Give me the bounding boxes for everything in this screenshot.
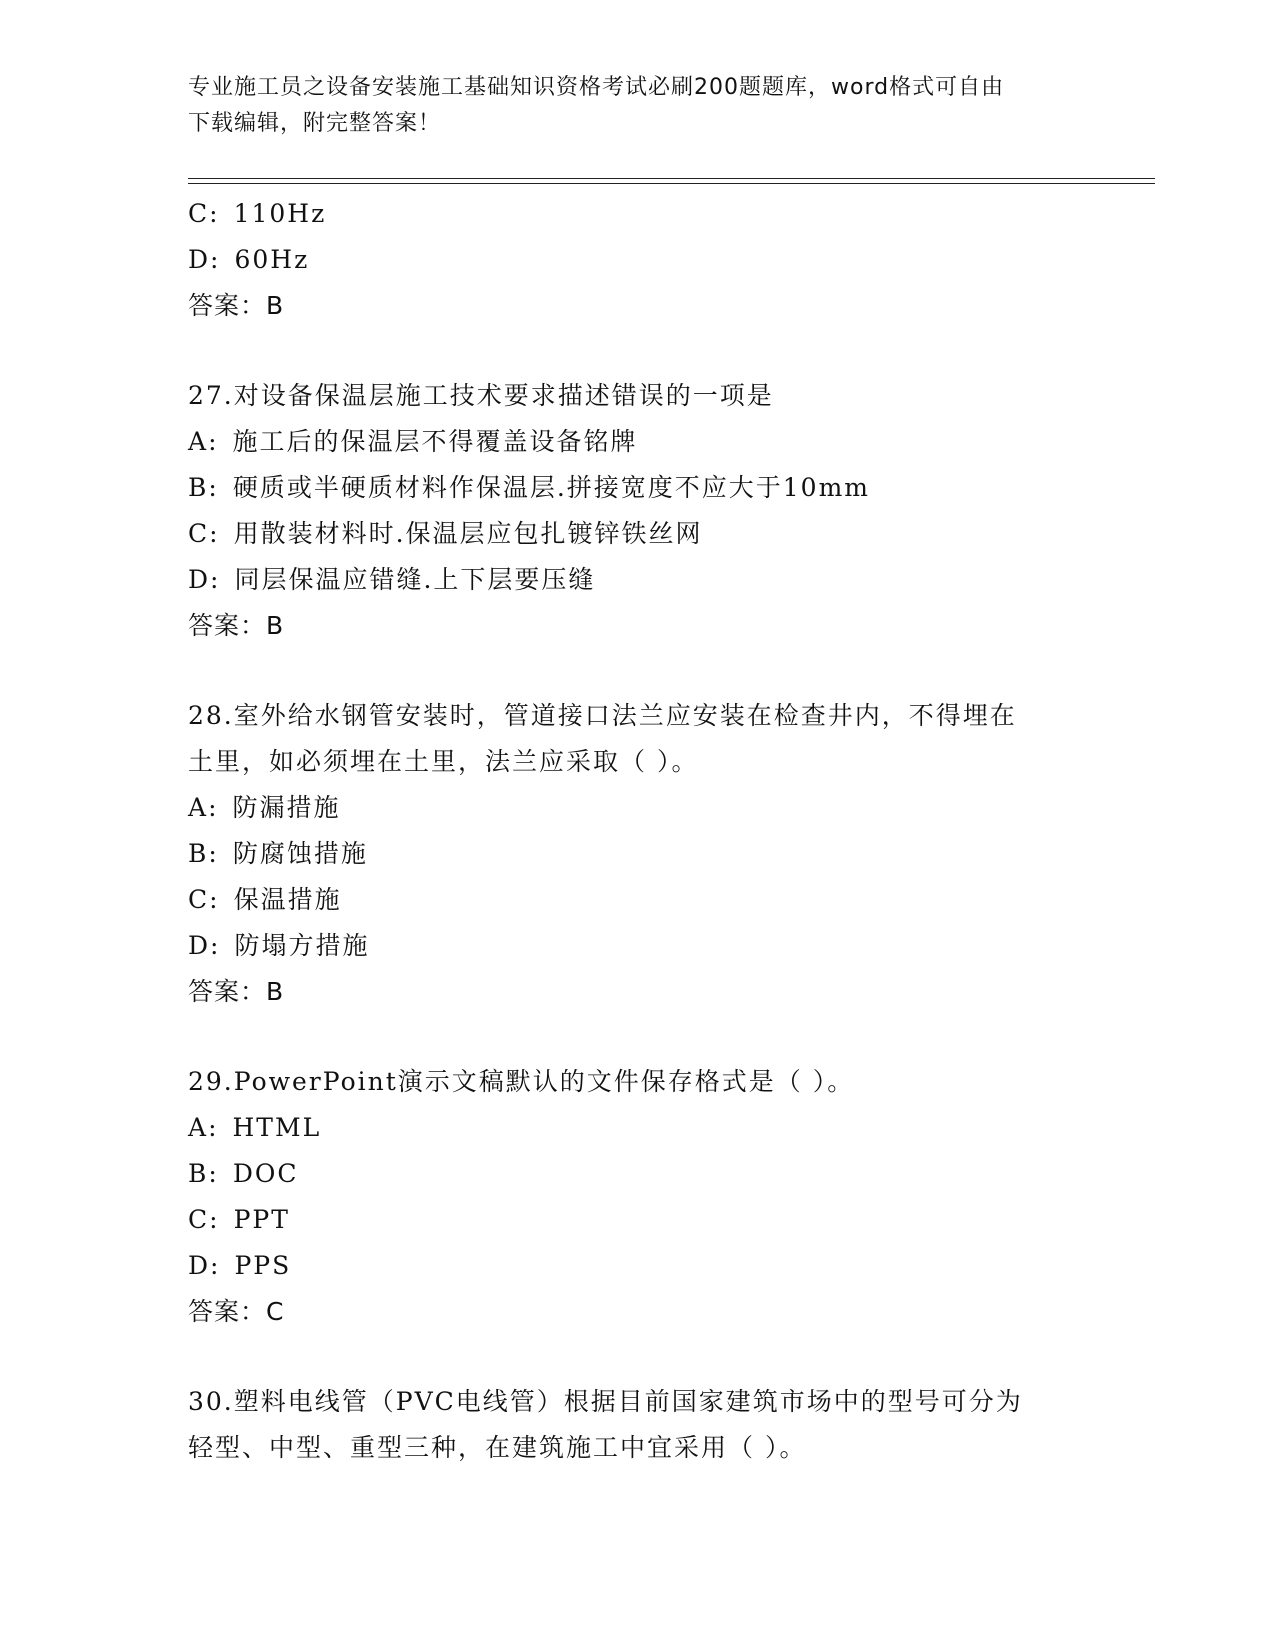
question-text: 28.室外给水钢管安装时，管道接口法兰应安装在检查井内，不得埋在 [188,701,1017,730]
question-text-continued: 轻型、中型、重型三种，在建筑施工中宜采用（ ）。 [188,1433,807,1462]
option-a: A: 防漏措施 [188,793,341,822]
option-c: C: 用散装材料时.保温层应包扎镀锌铁丝网 [188,519,703,548]
option-a: A: 施工后的保温层不得覆盖设备铭牌 [188,427,638,456]
option-b: B: 硬质或半硬质材料作保温层.拼接宽度不应大于10mm [188,473,870,502]
question-text: 27.对设备保温层施工技术要求描述错误的一项是 [188,381,774,410]
header-rule-bottom [188,183,1155,184]
question-text: 29.PowerPoint演示文稿默认的文件保存格式是（ ）。 [188,1067,855,1096]
header-line-1: 专业施工员之设备安装施工基础知识资格考试必刷200题题库，word格式可自由 [188,75,1005,100]
option-c: C: 110Hz [188,199,327,228]
option-b: B: 防腐蚀措施 [188,839,368,868]
option-c: C: PPT [188,1205,290,1234]
answer-line: 答案：B [188,611,285,640]
header-line-2: 下载编辑，附完整答案！ [188,111,442,136]
option-b: B: DOC [188,1159,299,1188]
question-text: 30.塑料电线管（PVC电线管）根据目前国家建筑市场中的型号可分为 [188,1387,1023,1416]
option-a: A: HTML [188,1113,322,1142]
option-d: D: PPS [188,1251,292,1280]
option-d: D: 60Hz [188,245,310,274]
option-d: D: 同层保温应错缝.上下层要压缝 [188,565,596,594]
option-c: C: 保温措施 [188,885,342,914]
page-header [188,70,1088,142]
header-rule-top [188,178,1155,179]
option-d: D: 防塌方措施 [188,931,370,960]
answer-line: 答案：B [188,291,285,320]
question-list [188,191,1088,1471]
answer-line: 答案：C [188,1297,285,1326]
answer-line: 答案：B [188,977,285,1006]
question-text-continued: 土里，如必须埋在土里，法兰应采取（ ）。 [188,747,699,776]
